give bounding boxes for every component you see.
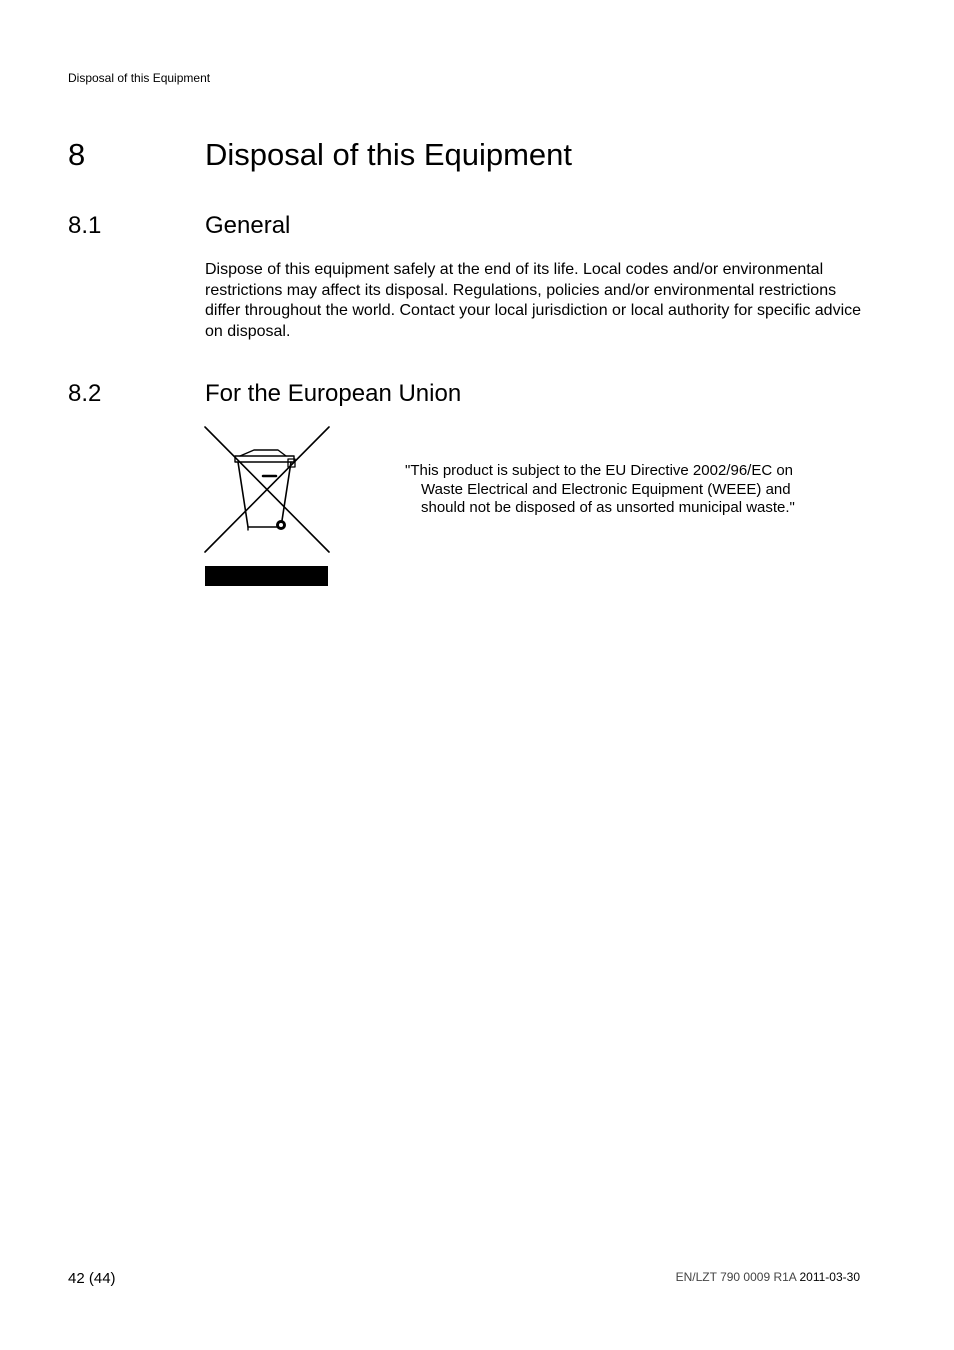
weee-notice-line: "This product is subject to the EU Directive 2002/96/EC on <box>405 462 794 479</box>
page-number: 42 (44) <box>68 1270 116 1287</box>
weee-notice-line: should not be disposed of as unsorted municipal waste." <box>421 499 795 516</box>
document-code: EN/LZT 790 0009 R1A <box>675 1270 797 1284</box>
document-reference <box>676 1270 860 1284</box>
document-date: 2011-03-30 <box>799 1270 860 1284</box>
section-number-general: 8.1 <box>68 212 102 239</box>
running-header: Disposal of this Equipment <box>68 71 211 85</box>
weee-crossed-out-wheelie-bin-icon <box>204 426 330 588</box>
weee-notice <box>405 462 845 518</box>
section-title-general: General <box>205 212 291 239</box>
section-title-eu: For the European Union <box>205 380 462 407</box>
chapter-number: 8 <box>68 137 86 172</box>
chapter-title: Disposal of this Equipment <box>205 137 573 172</box>
section-number-eu: 8.2 <box>68 380 102 407</box>
weee-notice-line: Waste Electrical and Electronic Equipment (WEEE) and <box>421 480 791 498</box>
general-paragraph: Dispose of this equipment safely at the end of its life. Local codes and/or environmental restrictions may affect its disposal. Regulations, policies and/or environmental restrictions differ throughout the world. Contact your local jurisdiction or local authority for specific advice on disposal. <box>205 261 862 340</box>
